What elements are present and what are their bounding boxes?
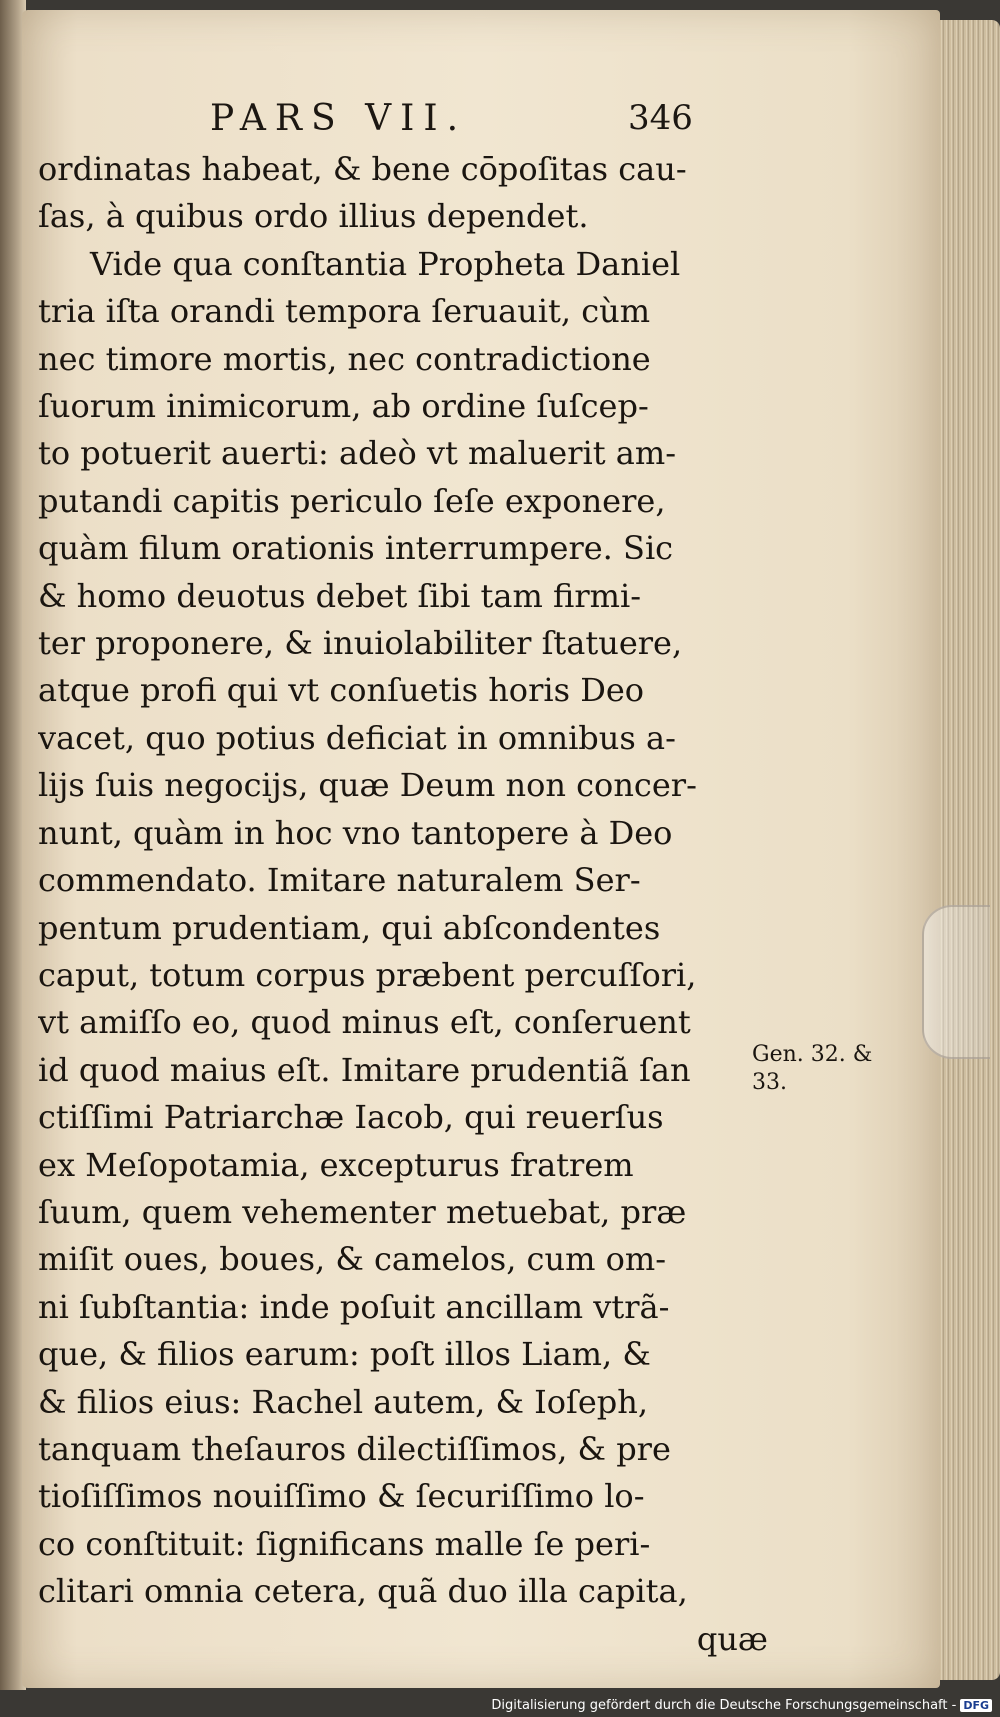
text-line: tanquam theſauros dilectiſſimos, & pre: [38, 1429, 671, 1468]
text-line: tioſiſſimos nouiſſimo & ſecuriſſimo lo-: [38, 1477, 645, 1516]
page-number: 346: [628, 98, 693, 138]
footer-text: Digitalisierung gefördert durch die Deutsche Forschungsgemeinschaft -: [491, 1698, 957, 1713]
text-line: que, & filios earum: poſt illos Liam, &: [38, 1335, 651, 1374]
text-line: ſas, à quibus ordo illius dependet.: [38, 197, 589, 236]
text-line: miſit oues, boues, & camelos, cum om-: [38, 1240, 666, 1279]
text-line: nunt, quàm in hoc vno tantopere à Deo: [38, 813, 673, 852]
text-line: commendato. Imitare naturalem Ser-: [38, 861, 641, 900]
text-line: ordinatas habeat, & bene cōpoſitas cau-: [38, 150, 687, 188]
text-line: & filios eius: Rachel autem, & Ioſeph,: [38, 1382, 649, 1421]
text-line: Vide qua conſtantia Propheta Daniel: [90, 244, 681, 283]
body-text: [38, 146, 768, 1663]
text-line: & homo deuotus debet ſibi tam firmi-: [38, 576, 641, 615]
text-line: lijs ſuis negocijs, quæ Deum non concer-: [38, 766, 697, 805]
text-line: caput, totum corpus præbent percuſſori,: [38, 955, 697, 994]
text-line: vacet, quo potius deficiat in omnibus a-: [38, 718, 676, 757]
text-line: ctiſſimi Patriarchæ Iacob, qui reuerſus: [38, 1098, 664, 1137]
text-line: to potuerit auerti: adeò vt maluerit am-: [38, 434, 677, 473]
text-line: putandi capitis periculo ſeſe exponere,: [38, 481, 666, 520]
text-line: vt amiſſo eo, quod minus eſt, conſeruent: [38, 1003, 691, 1042]
catchword: quæ: [696, 1619, 768, 1658]
footer-credit: [491, 1698, 992, 1713]
text-line: ſuum, quem vehementer metuebat, præ: [38, 1192, 687, 1231]
text-line: tria iſta orandi tempora ſeruauit, cùm: [38, 292, 651, 331]
text-line: ter proponere, & inuiolabiliter ſtatuere,: [38, 624, 683, 663]
text-line: clitari omnia cetera, quã duo illa capita,: [38, 1572, 688, 1611]
text-line: ex Meſopotamia, excepturus fratrem: [38, 1145, 634, 1184]
text-line: id quod maius eſt. Imitare prudentiã ſan: [38, 1050, 691, 1089]
text-line: ſuorum inimicorum, ab ordine ſuſcep-: [38, 387, 649, 426]
running-head: PARS VII.: [210, 98, 468, 139]
text-line: ni ſubſtantia: inde poſuit ancillam vtrã-: [38, 1287, 670, 1326]
marginal-note-line-2: 33.: [752, 1070, 787, 1095]
marginal-note-line-1: Gen. 32. &: [752, 1042, 873, 1067]
dfg-logo: DFG: [960, 1699, 992, 1712]
text-line: co conſtituit: ſignificans malle ſe peri-: [38, 1524, 651, 1563]
text-line: quàm filum orationis interrumpere. Sic: [38, 529, 674, 568]
text-line: atque profi qui vt conſuetis horis Deo: [38, 671, 645, 710]
page-clip: [922, 905, 990, 1059]
text-line: nec timore mortis, nec contradictione: [38, 339, 651, 378]
text-line: pentum prudentiam, qui abſcondentes: [38, 908, 661, 947]
